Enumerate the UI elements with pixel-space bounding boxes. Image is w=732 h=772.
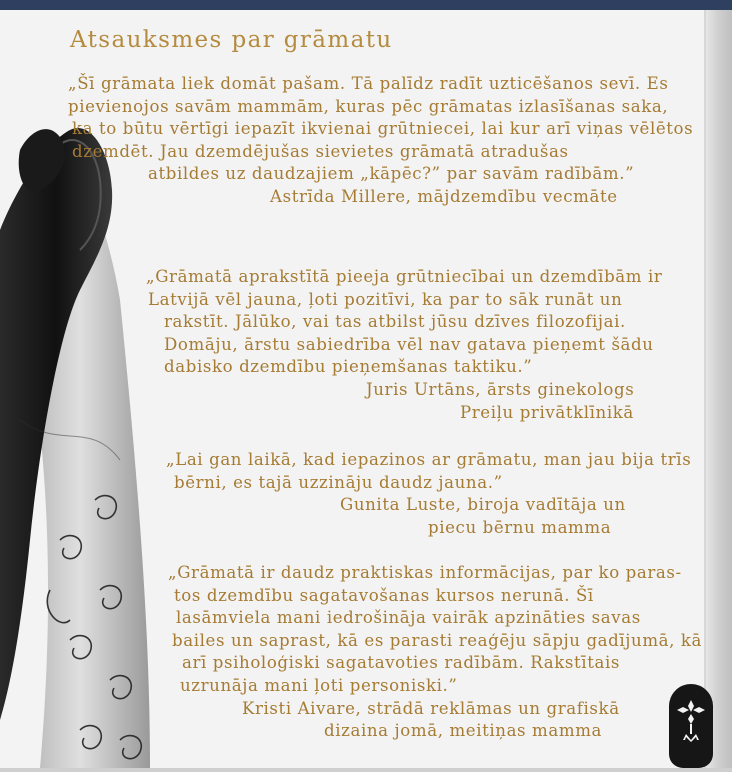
publisher-logo-icon <box>669 684 713 768</box>
review-attribution: dizaina jomā, meitiņas mamma <box>324 721 603 741</box>
quote-line: ka to būtu vērtīgi iepazīt ikvienai grūtniecei, lai kur arī viņas vēlētos <box>72 119 694 139</box>
review-attribution: Astrīda Millere, mājdzemdību vecmāte <box>270 186 618 206</box>
quote-line: bērni, es tajā uzzināju daudz jauna.” <box>174 472 503 492</box>
review-attribution: piecu bērnu mamma <box>428 517 612 537</box>
review-quote-4 <box>60 562 703 743</box>
quote-line: „Lai gan laikā, kad iepazinos ar grāmatu, man jau bija trīs <box>166 450 692 469</box>
page-title: Atsauksmes par grāmatu <box>70 27 393 53</box>
quote-line: bailes un saprast, kā es parasti reaģēju sāpju gadījumā, kā <box>172 630 703 650</box>
review-attribution: Juris Urtāns, ārsts ginekologs <box>366 379 635 399</box>
quote-line: uzrunāja mani ļoti personiski.” <box>180 675 458 695</box>
review-quote-1 <box>60 73 694 209</box>
review-quote-2 <box>60 266 670 424</box>
review-attribution: Kristi Aivare, strādā reklāmas un grafiskā <box>242 698 620 718</box>
review-attribution: Preiļu privātklīnikā <box>460 402 634 422</box>
quote-line: arī psiholoģiski sagatavoties radībām. Rakstītais <box>182 653 620 673</box>
quote-line: pievienojos savām mammām, kuras pēc grāmatas izlasīšanas saka, <box>68 96 669 116</box>
quote-line: „Grāmatā ir daudz praktiskas informācijas, par ko paras- <box>168 563 682 582</box>
quote-line: lasāmviela mani iedrošināja vairāk apzināties savas <box>176 608 641 628</box>
quote-line: atbildes uz daudzajiem „kāpēc?” par savām radībām.” <box>148 164 635 184</box>
quote-line: rakstīt. Jālūko, vai tas atbilst jūsu dzīves filozofijai. <box>164 312 626 332</box>
quote-line: Domāju, ārstu sabiedrība vēl nav gatava pieņemt šādu <box>164 334 654 354</box>
review-quote-3 <box>60 449 692 539</box>
quote-line: tos dzemdību sagatavošanas kursos nerunā. Šī <box>174 585 594 605</box>
quote-line: dzemdēt. Jau dzemdējušas sievietes grāmatā atradušas <box>72 141 569 161</box>
quote-line: „Šī grāmata liek domāt pašam. Tā palīdz radīt uzticēšanos sevī. Es <box>68 74 669 93</box>
quote-line: dabisko dzemdību pieņemšanas taktiku.” <box>164 357 533 377</box>
review-attribution: Gunita Luste, biroja vadītāja un <box>340 495 626 515</box>
quote-line: Latvijā vēl jauna, ļoti pozitīvi, ka par to sāk runāt un <box>148 289 623 309</box>
page-edge <box>706 10 732 768</box>
quote-line: „Grāmatā aprakstītā pieeja grūtniecībai un dzemdībām ir <box>146 267 663 286</box>
